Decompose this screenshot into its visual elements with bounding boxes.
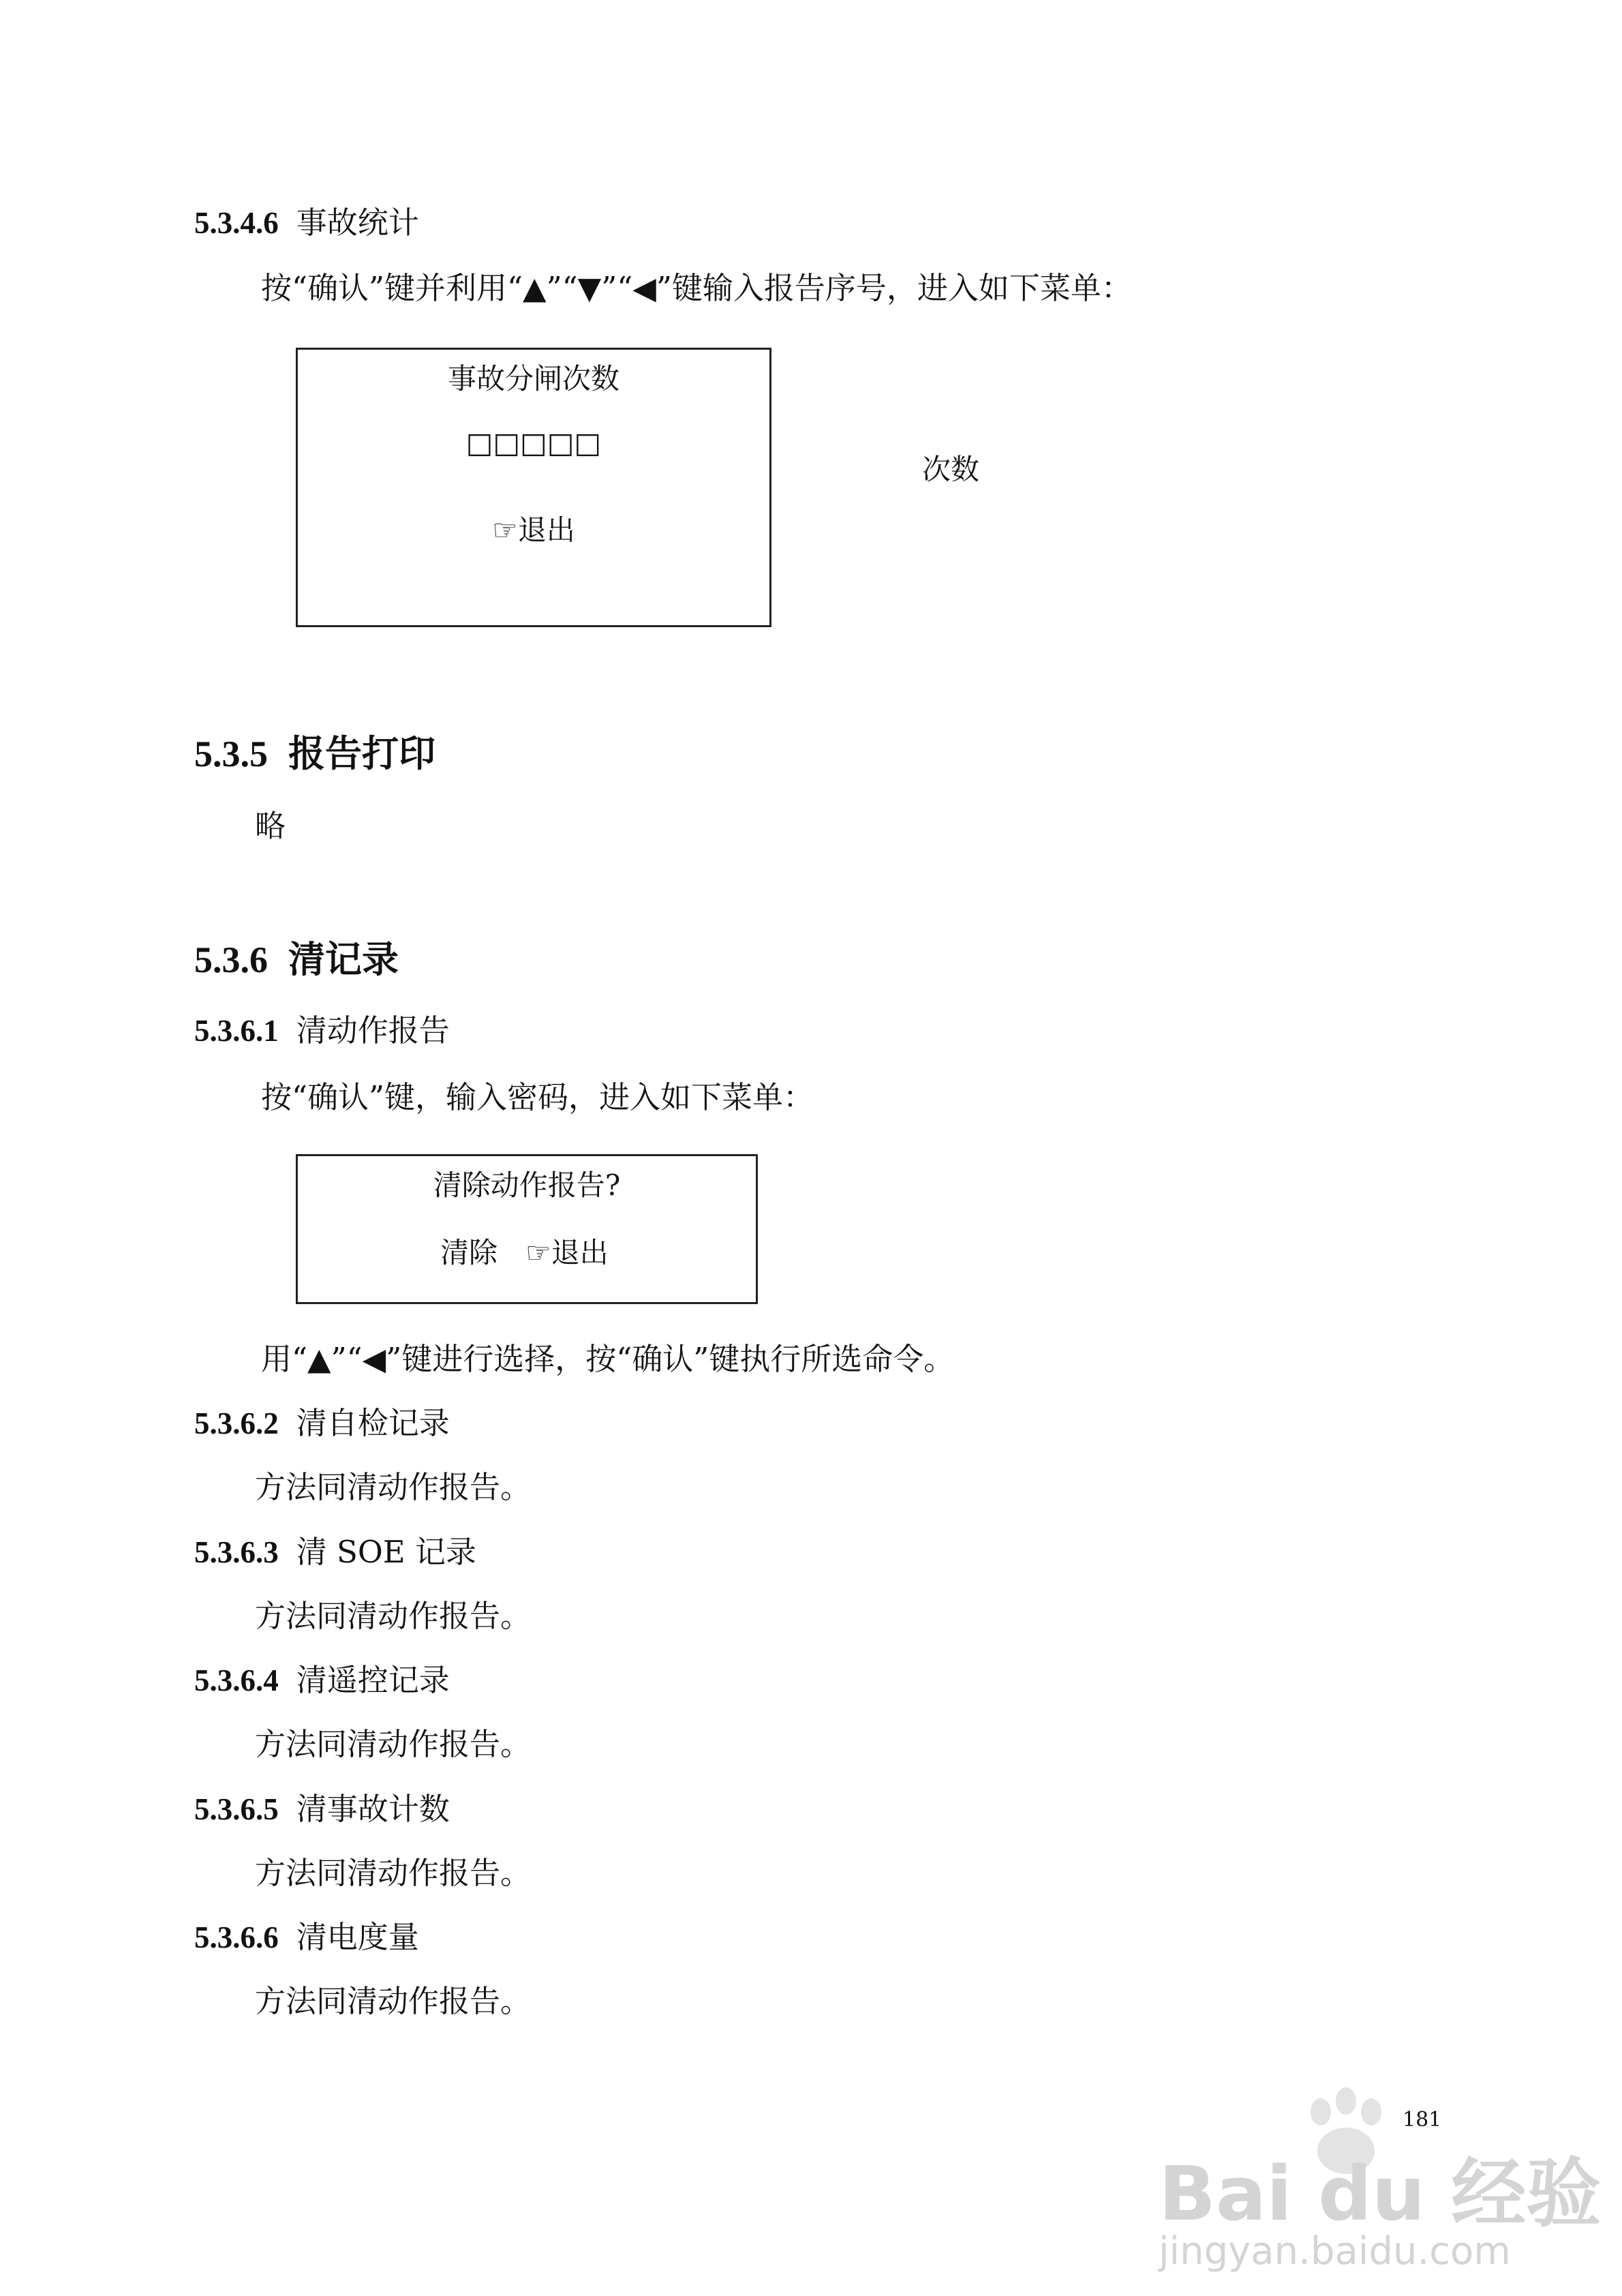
- exit-option[interactable]: ☞退出: [492, 513, 575, 547]
- section-heading-5-3-6-1: 5.3.6.1 清动作报告: [194, 1012, 450, 1048]
- section-heading-5-3-5: 5.3.5 报告打印: [194, 732, 435, 775]
- menu-title: 事故分闸次数: [447, 362, 619, 395]
- method-text: 方法同清动作报告。: [255, 1855, 532, 1891]
- method-text: 方法同清动作报告。: [255, 1469, 532, 1505]
- section-heading-5-3-6-2: 5.3.6.2 清自检记录: [194, 1405, 450, 1441]
- pointing-hand-icon: ☞: [492, 513, 518, 547]
- digit-boxes: □□□□□: [465, 426, 602, 459]
- section-heading-5-3-4-6: 5.3.4.6 事故统计: [194, 205, 419, 241]
- method-text: 方法同清动作报告。: [255, 1983, 532, 2019]
- section-heading-5-3-6-4: 5.3.6.4 清遥控记录: [194, 1662, 450, 1698]
- selection-instruction: 用“▲”“◀”键进行选择，按“确认”键执行所选命令。: [261, 1341, 955, 1377]
- method-text: 方法同清动作报告。: [255, 1598, 532, 1634]
- section-heading-5-3-6: 5.3.6 清记录: [194, 938, 399, 981]
- pointing-hand-icon: ☞: [525, 1236, 551, 1269]
- page-number: 181: [1403, 2108, 1442, 2132]
- menu-box-fault-trip-count: [296, 348, 771, 627]
- omitted-text: 略: [255, 808, 286, 844]
- section-heading-5-3-6-3: 5.3.6.3 清 SOE 记录: [194, 1534, 476, 1570]
- method-text: 方法同清动作报告。: [255, 1726, 532, 1762]
- menu-title: 清除动作报告?: [433, 1168, 621, 1202]
- instruction-text: 按“确认”键并利用“▲”“▼”“◀”键输入报告序号，进入如下菜单：: [261, 270, 1132, 306]
- exit-option[interactable]: ☞退出: [525, 1236, 609, 1269]
- baidu-jingyan-watermark: Bai du 经验 jingyan.baidu.com: [1159, 2086, 1595, 2277]
- count-label: 次数: [922, 453, 980, 486]
- section-heading-5-3-6-5: 5.3.6.5 清事故计数: [194, 1791, 450, 1827]
- section-heading-5-3-6-6: 5.3.6.6 清电度量: [194, 1919, 419, 1955]
- instruction-text: 按“确认”键，输入密码，进入如下菜单：: [261, 1079, 814, 1115]
- menu-box-clear-action-report: [296, 1154, 758, 1304]
- clear-option[interactable]: 清除: [440, 1236, 498, 1269]
